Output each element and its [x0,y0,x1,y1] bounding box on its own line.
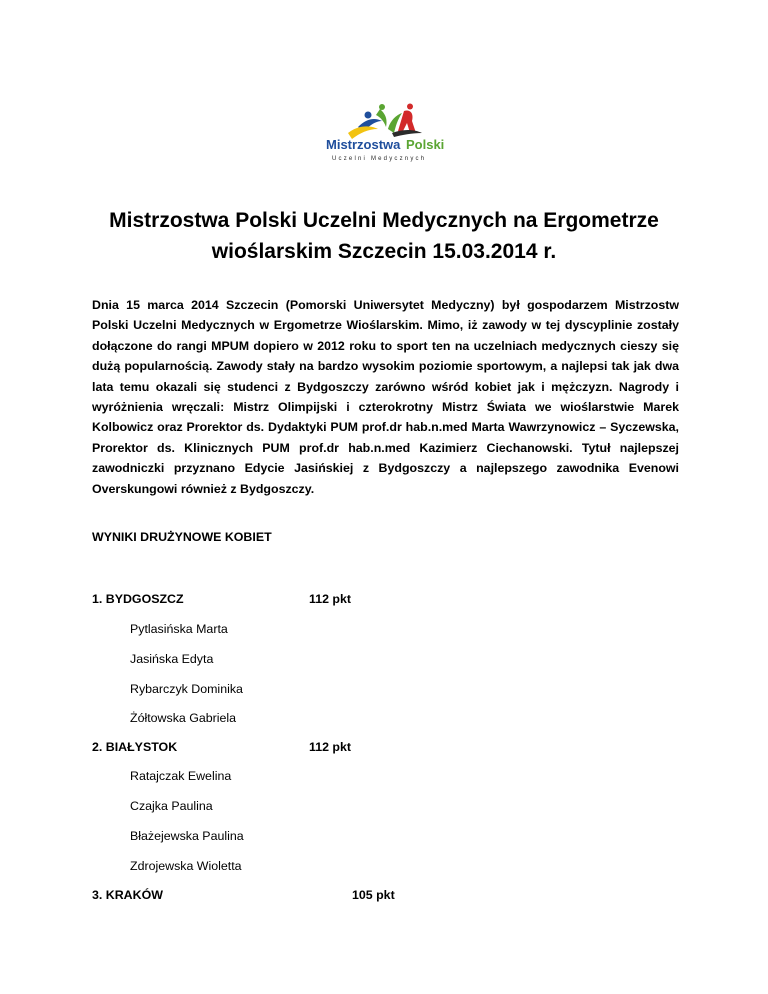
team-2-member: Błażejewska Paulina [130,829,244,843]
team-2-name: 2. BIAŁYSTOK [92,740,178,754]
team-2-member: Ratajczak Ewelina [130,769,232,783]
team-1-member: Rybarczyk Dominika [130,682,243,696]
page-title [60,205,708,267]
athletes-graphic [318,103,452,165]
team-1-member: Jasińska Edyta [130,652,214,666]
logo-text-polski: Polski [406,137,445,152]
logo-text-mistrzostwa: Mistrzostwa [326,137,401,152]
team-3-name: 3. KRAKÓW [92,888,163,902]
team-2-member: Zdrojewska Wioletta [130,859,242,873]
results-heading: WYNIKI DRUŻYNOWE KOBIET [92,530,272,544]
team-3-points: 105 pkt [352,888,395,902]
team-1-member: Żółtowska Gabriela [130,711,237,725]
logo-subtitle: Uczelni Medycznych [332,156,427,162]
team-2-points: 112 pkt [309,740,352,754]
title-line-1: Mistrzostwa Polski Uczelni Medycznych na Ergometrze [109,209,659,232]
team-1-points: 112 pkt [309,592,352,606]
team-1-name: 1. BYDGOSZCZ [92,592,184,606]
team-2-member: Czajka Paulina [130,799,213,813]
team-1-member: Pytlasińska Marta [130,622,228,636]
event-logo [318,103,452,165]
title-line-2: wioślarskim Szczecin 15.03.2014 r. [211,240,557,263]
intro-paragraph: Dnia 15 marca 2014 Szczecin (Pomorski Uniwersytet Medyczny) był gospodarzem Mistrzostw Polski Uczelni Medycznych w Ergometrze Wioślarskim. Mimo, iż zawody w tej dyscyplinie zostały dołączone do rangi MPUM dopiero w 2012 roku to sport ten na uczelniach medycznych cieszy się dużą popularnością. Zawody stały na bardzo wysokim poziomie sportowym, a najlepsi tak jak dwa lata temu okazali się studenci z Bydgoszczy zarówno wśród kobiet jak i mężczyzn. Nagrody i wyróżnienia wręczali: Mistrz Olimpijski i czterokrotny Mistrz Świata we wioślarstwie Marek Kolbowicz oraz Prorektor ds. Dydaktyki PUM prof.dr hab.n.med Marta Wawrzynowicz – Syczewska, Prorektor ds. Klinicznych PUM prof.dr hab.n.med Kazimierz Ciechanowski. Tytuł najlepszej zawodniczki przyznano Edycie Jasińskiej z Bydgoszczy a najlepszego zawodnika Evenowi Overskungowi również z Bydgoszczy. [92,298,679,496]
